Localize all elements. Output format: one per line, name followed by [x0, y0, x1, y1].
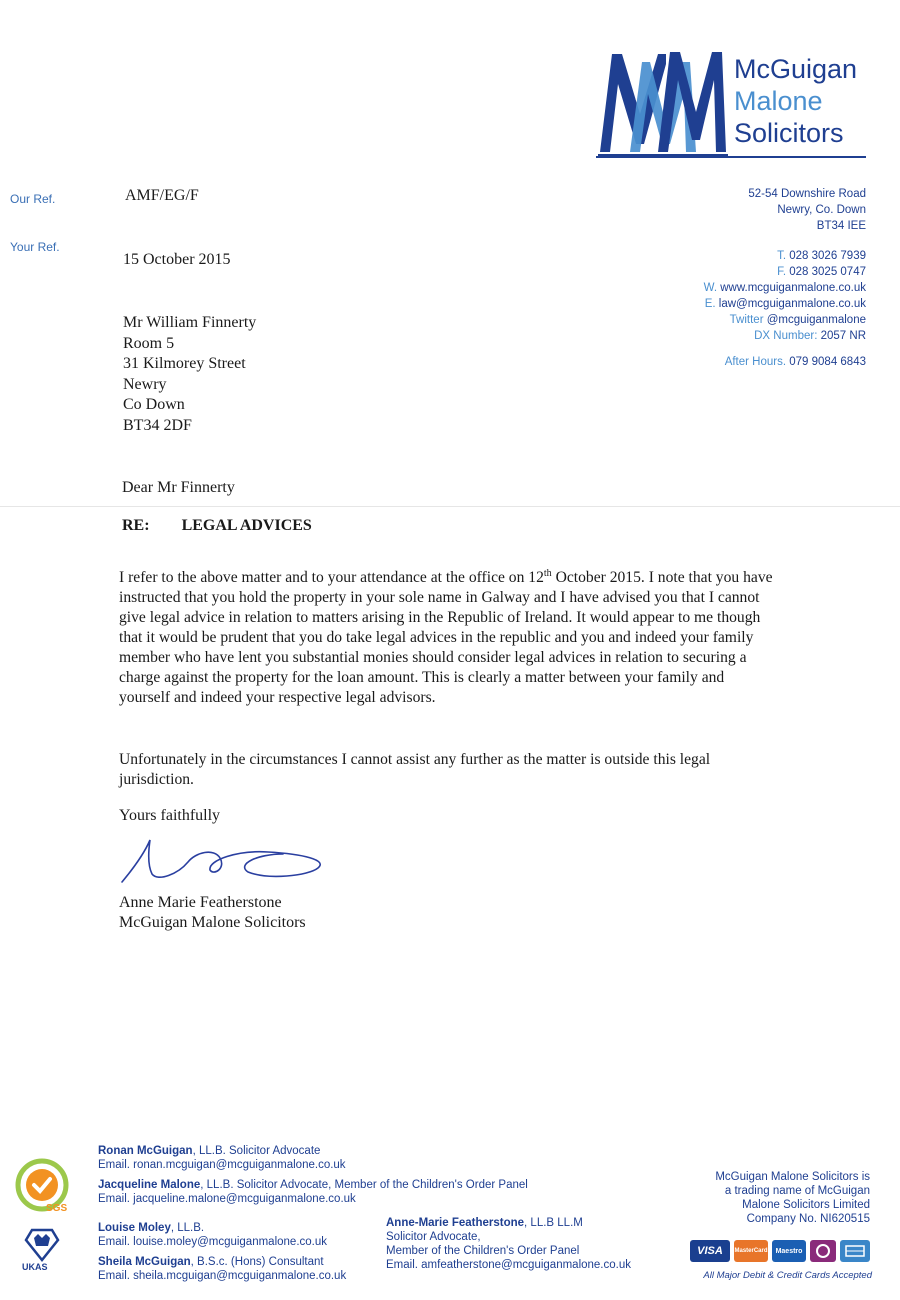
- amex-card-icon: [840, 1240, 870, 1262]
- recipient-line-1: Mr William Finnerty: [123, 314, 257, 331]
- partner-sheila: Sheila McGuigan, B.S.c. (Hons) Consultant Email. sheila.mcguigan@mcguiganmalone.co.uk: [98, 1256, 347, 1282]
- after-hours: After Hours. 079 9084 6843: [724, 356, 866, 368]
- letter-date: 15 October 2015: [123, 251, 231, 268]
- website: W. www.mcguiganmalone.co.uk: [703, 282, 866, 294]
- logo-rule: [596, 156, 866, 158]
- address-line-1: 52-54 Downshire Road: [748, 188, 866, 200]
- telephone: T. 028 3026 7939: [777, 250, 866, 262]
- body-paragraph-1: I refer to the above matter and to your attendance at the office on 12th October 2015. I note that you have instructed that you hold the property in your sole name in Galway and I have advised you that I cannot give legal advice in relation to matters arising in the Republic of Ireland. It would appear to me though that it would be prudent that you do take legal advices in the republic and you and indeed your family member who have lent you substantial monies should consider legal advices in relation to securing a charge against the property for the loan amount. This is clearly a matter between your family and yourself and indeed your respective legal advisors.: [119, 568, 773, 707]
- address-line-3: BT34 IEE: [816, 220, 866, 232]
- handwritten-signature: [118, 832, 338, 892]
- logo-word-malone: Malone: [734, 86, 823, 116]
- ukas-badge: [18, 1226, 66, 1286]
- contact-block: [704, 186, 866, 370]
- recipient-line-5: Co Down: [123, 396, 185, 413]
- email: E. law@mcguiganmalone.co.uk: [704, 298, 866, 310]
- signature-block: [119, 893, 306, 933]
- partner-anne-marie: Anne-Marie Featherstone, LL.B LL.M Solicitor Advocate, Member of the Children's Order Panel Email. amfeatherstone@mcguiganmalone.co.uk: [386, 1217, 631, 1271]
- maestro-card-icon: Maestro: [772, 1240, 806, 1262]
- partner-louise: Louise Moley, LL.B. Email. louise.moley@mcguiganmalone.co.uk: [98, 1222, 328, 1248]
- re-label: RE:: [122, 517, 150, 534]
- re-subject: LEGAL ADVICES: [181, 517, 312, 534]
- mm-monogram-icon: [596, 44, 728, 156]
- sgs-label: SGS: [46, 1203, 68, 1214]
- our-ref-label: Our Ref.: [10, 192, 56, 206]
- partner-ronan: Ronan McGuigan, LL.B. Solicitor Advocate Email. ronan.mcguigan@mcguiganmalone.co.uk: [98, 1145, 346, 1171]
- recipient-line-3: 31 Kilmorey Street: [123, 355, 246, 372]
- dx-number: DX Number: 2057 NR: [754, 330, 866, 342]
- our-ref-value: AMF/EG/F: [125, 187, 199, 204]
- cards-accepted-note: All Major Debit & Credit Cards Accepted: [703, 1270, 872, 1281]
- ukas-crown-icon: [18, 1226, 66, 1264]
- ukas-label: UKAS: [22, 1262, 48, 1272]
- mastercard-icon: MasterCard: [734, 1240, 768, 1262]
- sgs-badge: [12, 1157, 74, 1219]
- payment-cards: [690, 1240, 874, 1264]
- solo-card-icon: [810, 1240, 836, 1262]
- trading-name-block: McGuigan Malone Solicitors is a trading name of McGuigan Malone Solicitors Limited Company No. NI620515: [715, 1171, 870, 1225]
- salutation: Dear Mr Finnerty: [122, 479, 235, 496]
- recipient-line-6: BT34 2DF: [123, 416, 192, 434]
- signer-firm: McGuigan Malone Solicitors: [119, 914, 306, 931]
- logo-word-mcguigan: McGuigan: [734, 54, 858, 84]
- your-ref-label: Your Ref.: [10, 240, 60, 254]
- body-paragraph-2: Unfortunately in the circumstances I cannot assist any further as the matter is outside this legal jurisdiction.: [119, 751, 711, 788]
- paper-fold-line: [0, 506, 900, 507]
- twitter: Twitter @mcguiganmalone: [729, 314, 866, 326]
- logo-word-solicitors: Solicitors: [734, 118, 844, 148]
- fax: F. 028 3025 0747: [777, 266, 866, 278]
- partner-jacqueline: Jacqueline Malone, LL.B. Solicitor Advocate, Member of the Children's Order Panel Email. jacqueline.malone@mcguiganmalone.co.uk: [98, 1179, 528, 1205]
- re-line: [122, 517, 312, 535]
- recipient-line-2: Room 5: [123, 334, 175, 352]
- closing: Yours faithfully: [119, 807, 221, 824]
- recipient-address: [123, 313, 256, 436]
- signer-name: Anne Marie Featherstone: [119, 894, 282, 911]
- visa-card-icon: VISA: [690, 1240, 730, 1262]
- address-line-2: Newry, Co. Down: [777, 204, 866, 216]
- recipient-line-4: Newry: [123, 375, 167, 393]
- firm-logo: [596, 44, 866, 162]
